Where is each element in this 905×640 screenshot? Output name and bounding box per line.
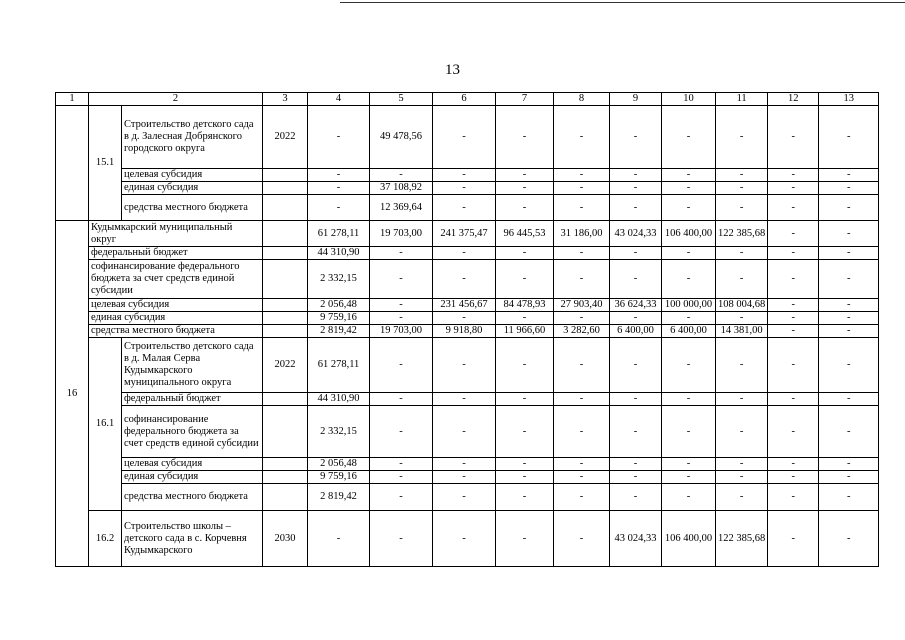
value-cell: -: [554, 458, 610, 471]
value-cell: 2 332,15: [308, 260, 370, 299]
value-cell: -: [819, 106, 879, 169]
top-border-line: [340, 2, 905, 3]
value-cell: -: [610, 458, 662, 471]
value-cell: -: [768, 484, 819, 511]
year-cell-empty: [263, 299, 308, 312]
value-cell: -: [554, 312, 610, 325]
value-cell: -: [308, 182, 370, 195]
table-row: [56, 182, 879, 195]
value-cell: -: [433, 195, 496, 221]
value-cell: 61 278,11: [308, 338, 370, 393]
value-cell: -: [819, 511, 879, 567]
value-cell: -: [370, 260, 433, 299]
value-cell: -: [768, 471, 819, 484]
value-cell: -: [610, 182, 662, 195]
value-cell: -: [610, 338, 662, 393]
value-cell: -: [610, 247, 662, 260]
table-row: [56, 195, 879, 221]
value-cell: -: [768, 338, 819, 393]
table-row: [56, 458, 879, 471]
value-cell: -: [819, 406, 879, 458]
value-cell: -: [662, 169, 716, 182]
index-cell-empty: [56, 106, 89, 221]
value-cell: -: [308, 511, 370, 567]
year-cell: 2022: [263, 338, 308, 393]
value-cell: 84 478,93: [496, 299, 554, 312]
value-cell: -: [819, 247, 879, 260]
value-cell: -: [370, 169, 433, 182]
value-cell: -: [554, 169, 610, 182]
value-cell: 231 456,67: [433, 299, 496, 312]
value-cell: 9 759,16: [308, 312, 370, 325]
table-row: [56, 299, 879, 312]
table-row: [56, 338, 879, 393]
funding-label: софинансирование федерального бюджета за счет средств единой субсидии: [89, 260, 263, 299]
value-cell: -: [768, 221, 819, 247]
value-cell: 2 056,48: [308, 299, 370, 312]
value-cell: -: [554, 406, 610, 458]
value-cell: 96 445,53: [496, 221, 554, 247]
value-cell: -: [433, 247, 496, 260]
value-cell: -: [554, 393, 610, 406]
value-cell: -: [716, 406, 768, 458]
value-cell: -: [554, 484, 610, 511]
value-cell: -: [662, 393, 716, 406]
value-cell: 19 703,00: [370, 325, 433, 338]
value-cell: 37 108,92: [370, 182, 433, 195]
value-cell: -: [496, 458, 554, 471]
funding-label: Кудымкарский муниципальный округ: [89, 221, 263, 247]
funding-label: единая субсидия: [122, 471, 263, 484]
table-row: [56, 247, 879, 260]
table-row: [56, 93, 879, 106]
value-cell: 2 332,15: [308, 406, 370, 458]
column-header: 7: [496, 93, 554, 106]
year-cell-empty: [263, 325, 308, 338]
value-cell: 3 282,60: [554, 325, 610, 338]
value-cell: -: [496, 471, 554, 484]
value-cell: -: [496, 182, 554, 195]
value-cell: -: [496, 260, 554, 299]
value-cell: -: [554, 195, 610, 221]
value-cell: 11 966,60: [496, 325, 554, 338]
value-cell: -: [768, 195, 819, 221]
project-name: Строительство школы – детского сада в с. Корчевня Кудымкарского: [122, 511, 263, 567]
value-cell: -: [819, 169, 879, 182]
year-cell: 2030: [263, 511, 308, 567]
value-cell: -: [308, 169, 370, 182]
value-cell: -: [662, 458, 716, 471]
column-header: 6: [433, 93, 496, 106]
value-cell: -: [610, 471, 662, 484]
value-cell: -: [662, 471, 716, 484]
value-cell: -: [433, 106, 496, 169]
value-cell: -: [496, 393, 554, 406]
value-cell: -: [433, 471, 496, 484]
value-cell: -: [370, 299, 433, 312]
value-cell: -: [716, 471, 768, 484]
value-cell: -: [716, 169, 768, 182]
year-cell-empty: [263, 471, 308, 484]
value-cell: -: [662, 260, 716, 299]
value-cell: -: [308, 195, 370, 221]
value-cell: -: [370, 458, 433, 471]
value-cell: -: [496, 106, 554, 169]
value-cell: -: [716, 195, 768, 221]
value-cell: -: [768, 260, 819, 299]
value-cell: -: [496, 247, 554, 260]
value-cell: -: [768, 406, 819, 458]
value-cell: -: [433, 511, 496, 567]
value-cell: -: [496, 511, 554, 567]
value-cell: -: [554, 471, 610, 484]
value-cell: -: [716, 458, 768, 471]
table-row: [56, 106, 879, 169]
column-header: 5: [370, 93, 433, 106]
table-row: [56, 471, 879, 484]
value-cell: -: [308, 106, 370, 169]
value-cell: -: [716, 182, 768, 195]
value-cell: 100 000,00: [662, 299, 716, 312]
year-cell-empty: [263, 182, 308, 195]
value-cell: -: [768, 312, 819, 325]
value-cell: -: [610, 169, 662, 182]
value-cell: -: [819, 325, 879, 338]
value-cell: -: [496, 195, 554, 221]
column-header: 13: [819, 93, 879, 106]
value-cell: -: [768, 182, 819, 195]
value-cell: -: [662, 106, 716, 169]
value-cell: -: [496, 312, 554, 325]
value-cell: -: [716, 106, 768, 169]
page-number: 13: [445, 62, 460, 78]
column-header: 9: [610, 93, 662, 106]
column-header: 1: [56, 93, 89, 106]
year-cell-empty: [263, 458, 308, 471]
project-name: Строительство детского сада в д. Малая Серва Кудымкарского муниципального округа: [122, 338, 263, 393]
value-cell: 122 385,68: [716, 511, 768, 567]
value-cell: 122 385,68: [716, 221, 768, 247]
value-cell: -: [768, 106, 819, 169]
value-cell: -: [496, 484, 554, 511]
funding-label: средства местного бюджета: [89, 325, 263, 338]
value-cell: 241 375,47: [433, 221, 496, 247]
funding-label: целевая субсидия: [122, 458, 263, 471]
value-cell: -: [610, 106, 662, 169]
value-cell: -: [662, 406, 716, 458]
value-cell: -: [433, 458, 496, 471]
value-cell: -: [554, 511, 610, 567]
value-cell: -: [819, 299, 879, 312]
value-cell: -: [433, 312, 496, 325]
value-cell: -: [496, 338, 554, 393]
value-cell: 31 186,00: [554, 221, 610, 247]
value-cell: -: [554, 260, 610, 299]
value-cell: -: [662, 247, 716, 260]
value-cell: -: [768, 325, 819, 338]
table-row: [56, 393, 879, 406]
year-cell-empty: [263, 393, 308, 406]
column-header: 3: [263, 93, 308, 106]
value-cell: -: [716, 312, 768, 325]
row-number: 16.2: [89, 511, 122, 567]
value-cell: -: [370, 471, 433, 484]
value-cell: 12 369,64: [370, 195, 433, 221]
funding-label: софинансирование федерального бюджета за счет средств единой субсидии: [122, 406, 263, 458]
value-cell: -: [433, 169, 496, 182]
value-cell: -: [554, 182, 610, 195]
year-cell-empty: [263, 169, 308, 182]
value-cell: -: [716, 484, 768, 511]
column-header: 10: [662, 93, 716, 106]
value-cell: -: [433, 260, 496, 299]
value-cell: -: [819, 195, 879, 221]
value-cell: -: [370, 312, 433, 325]
value-cell: -: [370, 511, 433, 567]
value-cell: -: [610, 484, 662, 511]
value-cell: 9 918,80: [433, 325, 496, 338]
value-cell: -: [716, 338, 768, 393]
value-cell: -: [433, 393, 496, 406]
value-cell: -: [370, 406, 433, 458]
value-cell: -: [554, 106, 610, 169]
value-cell: -: [610, 195, 662, 221]
value-cell: 106 400,00: [662, 221, 716, 247]
table-row: [56, 169, 879, 182]
value-cell: -: [370, 247, 433, 260]
value-cell: -: [662, 484, 716, 511]
table-row: [56, 221, 879, 247]
value-cell: -: [768, 247, 819, 260]
value-cell: -: [819, 338, 879, 393]
value-cell: -: [610, 393, 662, 406]
value-cell: -: [496, 169, 554, 182]
column-header: 12: [768, 93, 819, 106]
value-cell: -: [554, 338, 610, 393]
value-cell: -: [768, 299, 819, 312]
value-cell: -: [554, 247, 610, 260]
value-cell: 108 004,68: [716, 299, 768, 312]
row-number: 16.1: [89, 338, 122, 511]
column-header: 8: [554, 93, 610, 106]
value-cell: -: [768, 458, 819, 471]
row-number: 16: [56, 221, 89, 567]
value-cell: 2 819,42: [308, 325, 370, 338]
value-cell: 106 400,00: [662, 511, 716, 567]
funding-label: единая субсидия: [122, 182, 263, 195]
value-cell: -: [819, 260, 879, 299]
value-cell: 49 478,56: [370, 106, 433, 169]
value-cell: 9 759,16: [308, 471, 370, 484]
value-cell: 44 310,90: [308, 393, 370, 406]
value-cell: -: [819, 471, 879, 484]
value-cell: -: [433, 182, 496, 195]
value-cell: -: [370, 393, 433, 406]
funding-label: федеральный бюджет: [89, 247, 263, 260]
value-cell: 6 400,00: [610, 325, 662, 338]
funding-label: целевая субсидия: [89, 299, 263, 312]
value-cell: -: [819, 312, 879, 325]
column-header: 11: [716, 93, 768, 106]
funding-label: единая субсидия: [89, 312, 263, 325]
value-cell: -: [768, 511, 819, 567]
table-row: [56, 484, 879, 511]
value-cell: -: [819, 458, 879, 471]
value-cell: -: [819, 221, 879, 247]
value-cell: -: [716, 260, 768, 299]
value-cell: -: [819, 393, 879, 406]
budget-table: [55, 92, 879, 567]
value-cell: -: [610, 406, 662, 458]
year-cell-empty: [263, 247, 308, 260]
value-cell: 43 024,33: [610, 511, 662, 567]
value-cell: 43 024,33: [610, 221, 662, 247]
value-cell: -: [433, 484, 496, 511]
value-cell: -: [716, 247, 768, 260]
year-cell: 2022: [263, 106, 308, 169]
value-cell: -: [819, 182, 879, 195]
funding-label: средства местного бюджета: [122, 195, 263, 221]
table-row: [56, 406, 879, 458]
table-row: [56, 325, 879, 338]
value-cell: -: [768, 169, 819, 182]
value-cell: 14 381,00: [716, 325, 768, 338]
year-cell-empty: [263, 221, 308, 247]
year-cell-empty: [263, 406, 308, 458]
value-cell: -: [662, 338, 716, 393]
value-cell: -: [819, 484, 879, 511]
value-cell: 36 624,33: [610, 299, 662, 312]
value-cell: 2 056,48: [308, 458, 370, 471]
value-cell: -: [662, 182, 716, 195]
year-cell-empty: [263, 195, 308, 221]
value-cell: 61 278,11: [308, 221, 370, 247]
value-cell: -: [496, 406, 554, 458]
value-cell: -: [662, 312, 716, 325]
value-cell: -: [610, 260, 662, 299]
value-cell: -: [370, 338, 433, 393]
value-cell: -: [662, 195, 716, 221]
column-header: 4: [308, 93, 370, 106]
table-row: [56, 511, 879, 567]
value-cell: 2 819,42: [308, 484, 370, 511]
table-row: [56, 312, 879, 325]
value-cell: -: [370, 484, 433, 511]
column-header: 2: [89, 93, 263, 106]
value-cell: -: [433, 338, 496, 393]
table-row: [56, 260, 879, 299]
value-cell: -: [433, 406, 496, 458]
year-cell-empty: [263, 484, 308, 511]
value-cell: 27 903,40: [554, 299, 610, 312]
project-name: Строительство детского сада в д. Залесная Добрянского городского округа: [122, 106, 263, 169]
year-cell-empty: [263, 260, 308, 299]
year-cell-empty: [263, 312, 308, 325]
value-cell: -: [610, 312, 662, 325]
value-cell: 6 400,00: [662, 325, 716, 338]
value-cell: 44 310,90: [308, 247, 370, 260]
funding-label: федеральный бюджет: [122, 393, 263, 406]
value-cell: -: [716, 393, 768, 406]
value-cell: -: [768, 393, 819, 406]
value-cell: 19 703,00: [370, 221, 433, 247]
row-number: 15.1: [89, 106, 122, 221]
funding-label: целевая субсидия: [122, 169, 263, 182]
funding-label: средства местного бюджета: [122, 484, 263, 511]
